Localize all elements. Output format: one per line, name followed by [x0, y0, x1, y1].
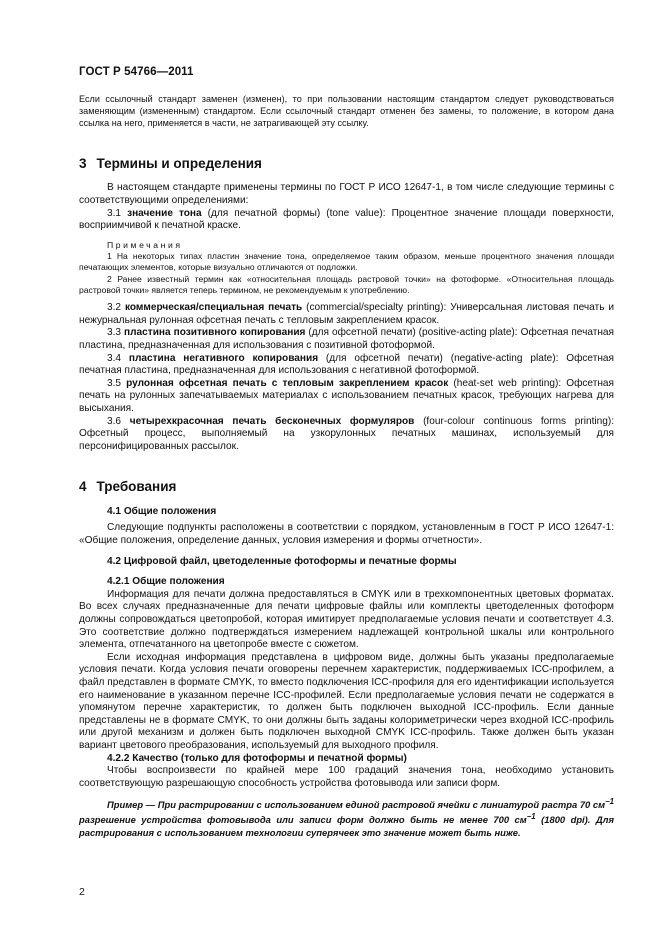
term-3-1-name: значение тона: [127, 207, 202, 219]
term-3-2-name: коммерческая/специальная печать: [124, 302, 303, 314]
intro-paragraph: Если ссылочный стандарт заменен (изменен), то при пользовании настоящим стандартом следует руководствоваться заменяющим (измененным) стандартом. Если ссылочный стандарт отменен без замены, то положение, в котором дана ссылка на него, применяется в части, не затрагивающей эту ссылку.: [79, 94, 614, 128]
section-3-number: 3: [79, 155, 87, 171]
note-1: 1 На некоторых типах пластин значение тона, определяемое таким образом, меньше процентного значения площади печатающих элементов, которые визуально отличаются от подложки.: [79, 250, 614, 273]
term-3-4-number: 3.4: [107, 352, 122, 364]
section-4-number: 4: [79, 479, 87, 495]
example-superscript-1: −1: [605, 797, 614, 807]
notes-block: [79, 240, 614, 296]
term-3-6: [79, 416, 614, 454]
example-text-c: (1800 dpi). Для растрирования с использованием технологии суперячеек это значение может быть ниже.: [79, 814, 615, 838]
section-3-title: Термины и определения: [96, 155, 262, 171]
term-3-5-number: 3.5: [107, 377, 122, 389]
subsection-4-2-1-paragraph-1: Информация для печати должна предоставляться в CMYK или в трехкомпонентных цветовых форматах. Во всех случаях предназначенные для печати цифровые файлы или комплекты цветоделенных фотоформ должны сопровождаться цветопробой, которая имитирует предполагаемые условия печати и соответствует 4.3. Это соответствие должно подтверждаться измерением надлежащей контрольной шкалы или контрольного элемента, отпечатанного на цветопробе вместе с сюжетом.: [79, 588, 614, 651]
term-3-1: [79, 208, 614, 233]
subsection-4-2-2-paragraph-1: Чтобы воспроизвести по крайней мере 100 градаций значения тона, необходимо установить соответствующую разрешающую способность устройства фотовывода или записи форм.: [79, 765, 614, 789]
term-3-4-definition: (для офсетной печати) (negative-acting plate): Офсетная печатная пластина, предназначенная для использования с негативной фотоформой.: [79, 352, 614, 377]
term-3-4: [79, 353, 614, 378]
example-text-a: Пример — При растрировании с использованием единой растровой ячейки с линиатурой растра 70 см: [107, 799, 606, 811]
term-3-2-number: 3.2: [107, 302, 122, 314]
subsection-4-2-1-title: 4.2.1 Общие положения: [107, 576, 225, 588]
term-3-3-number: 3.3: [107, 327, 122, 339]
term-3-6-number: 3.6: [107, 415, 122, 427]
example-note: [79, 796, 614, 838]
subsection-4-2-title: 4.2 Цифровой файл, цветоделенные фотоформы и печатные формы: [107, 555, 457, 567]
section-4-title: Требования: [96, 479, 177, 495]
section-3-heading: [79, 155, 614, 171]
term-3-2: [79, 302, 614, 327]
document-body: [79, 94, 614, 839]
term-3-5-name: рулонная офсетная печать с тепловым закреплением красок: [126, 377, 449, 389]
term-3-3-definition: (для офсетной печати) (positive-acting plate): Офсетная печатная пластина, предназначенная для использования с позитивной фотоформой.: [79, 327, 615, 351]
term-3-6-definition: (four-colour continuous forms printing): Офсетный процесс, выполняемый на узкорулонных печатных машинах, используемый для персонифицированных рассылок.: [79, 415, 615, 452]
term-3-3: [79, 327, 614, 352]
term-3-5: [79, 378, 614, 416]
subsection-4-2-2-title: 4.2.2 Качество (только для фотоформы и печатной формы): [107, 752, 407, 764]
term-3-3-name: пластина позитивного копирования: [124, 327, 306, 339]
term-3-1-number: 3.1: [107, 207, 122, 219]
subsection-4-1-title: 4.1 Общие положения: [107, 505, 217, 517]
document-header: ГОСТ Р 54766—2011: [79, 66, 194, 78]
notes-title: Примечания: [107, 239, 183, 250]
example-text-b: разрешение устройства фотовывода или записи форм должно быть не менее 700 см: [79, 814, 527, 826]
note-2: 2 Ранее известный термин как «относительная площадь растровой точки» на фотоформе. «Относительная площадь растровой точки» является теперь термином, не рекомендуемым к употреблению.: [79, 273, 614, 295]
example-superscript-2: −1: [526, 812, 536, 822]
term-3-5-definition: (heat-set web printing): Офсетная печать на рулонных запечатываемых материалах с использованием печатных красок, требующих нагрева для высыхания.: [79, 377, 614, 414]
term-3-6-name: четырехкрасочная печать бесконечных формуляров: [129, 415, 415, 427]
section-3-lead: В настоящем стандарте применены термины по ГОСТ Р ИСО 12647-1, в том числе следующие термины с соответствующими определениями:: [79, 182, 614, 206]
term-3-4-name: пластина негативного копирования: [128, 352, 319, 364]
term-3-2-definition: (commercial/specialty printing): Универсальная листовая печать и нежурнальная рулонная офсетная печать с тепловым закреплением красок.: [79, 302, 614, 326]
page-number: 2: [79, 886, 85, 898]
subsection-4-2-1-paragraph-2: Если исходная информация представлена в цифровом виде, должны быть указаны предполагаемые условия печати. Когда условия печати оговорены перечнем характеристик, поддерживаемых ICC-профилем, а файл представлен в формате CMYK, то вместо подключения ICC-профиля для его идентификации используется его наименование в указанном перечне ICC-профилей. Если предполагаемые условия печати не содержатся в упомянутом перечне характеристик, то должен быть подключен выходной ICC-профиль. Если данные представлены не в формате CMYK, то они должны быть заданы колориметрически через входной ICC-профиль или другой механизм и должен быть подключен выходной CMYK ICC-профиль. Также должен быть указан вариант цветового преобразования, используемый для выходного профиля.: [79, 651, 614, 751]
section-4-heading: [79, 481, 614, 494]
term-3-1-definition: (для печатной формы) (tone value): Процентное значение площади поверхности, восприимчивой к печатной краске.: [79, 207, 614, 232]
subsection-4-1-text: Следующие подпункты расположены в соответствии с порядком, установленным в ГОСТ Р ИСО 12647-1: «Общие положения, определение данных, условия измерения и формы отчетности».: [79, 522, 614, 547]
